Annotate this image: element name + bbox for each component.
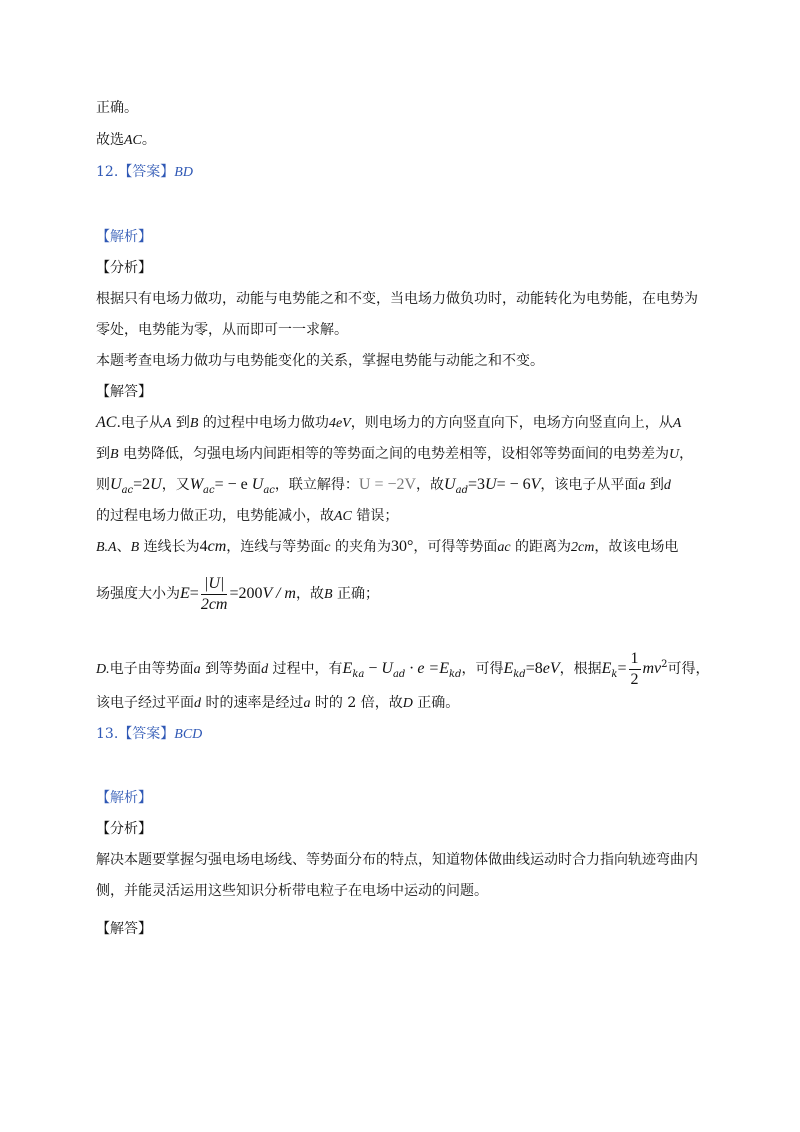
section-label: 【分析】 bbox=[96, 821, 152, 837]
analysis-label: 【解析】 bbox=[96, 790, 152, 806]
text-line: B.A、B 连线长为4cm，连线与等势面c 的夹角为30°，可得等势面ac 的距离为2cm，故该电场电 bbox=[96, 538, 679, 555]
analysis-label: 【解析】 bbox=[96, 229, 152, 245]
section-label: 【解答】 bbox=[96, 921, 152, 937]
fraction: $\frac{1}{2}$ bbox=[630, 649, 639, 688]
text-line: 的过程电场力做正功，电势能减小，故AC 错误； bbox=[96, 508, 399, 524]
text-line: 根据只有电场力做功，动能与电势能之和不变，当电场力做负功时，动能转化为电势能，在电势为 bbox=[96, 291, 698, 307]
formula-line: D.电子由等势面a 到等势面d 过程中，有$E_{ka} - U_{ad} \cdot e =E_{kd}$，可得$E_{kd}=8eV$，根据$E_k=$ $\frac{1}{2}$ $mv^2$可得， bbox=[96, 649, 710, 688]
text-line: 则$U_{ac}=2U$，又$W_{ac}= - e$ $U_{ac}$，联立解得：U = −2V，故$U_{ad}=3U= - 6V$，该电子从平面a 到d bbox=[96, 476, 671, 496]
text-line: 本题考查电场力做功与电势能变化的关系，掌握电势能与动能之和不变。 bbox=[96, 353, 544, 369]
text-line: 正确。 bbox=[96, 100, 138, 116]
formula-line: 场强度大小为E= $\frac{|U|}{2cm}$ =200V / m，故B 正确； bbox=[96, 574, 379, 613]
text-line: 到B 电势降低，匀强电场内间距相等的等势面之间的电势差相等，设相邻等势面间的电势差为U， bbox=[96, 446, 694, 462]
text-line: 该电子经过平面d 时的速率是经过a 时的 2 倍，故D 正确。 bbox=[96, 695, 460, 711]
text-line: 故选AC。 bbox=[96, 132, 156, 148]
text-line: 侧，并能灵活运用这些知识分析带电粒子在电场中运动的问题。 bbox=[96, 883, 488, 899]
section-label: 【分析】 bbox=[96, 260, 152, 276]
text-line: AC.电子从A 到B 的过程中电场力做功4eV，则电场力的方向竖直向下，电场方向竖直向上，从A bbox=[96, 414, 682, 431]
section-label: 【解答】 bbox=[96, 384, 152, 400]
q13-answer-heading: 13.【答案】BCD bbox=[96, 726, 203, 742]
text-line: 解决本题要掌握匀强电场电场线、等势面分布的特点，知道物体做曲线运动时合力指向轨迹弯曲内 bbox=[96, 852, 698, 868]
text-line: 零处，电势能为零，从而即可一一求解。 bbox=[96, 322, 348, 338]
fraction: $\frac{|U|}{2cm}$ bbox=[200, 574, 228, 613]
q12-answer-heading: 12.【答案】BD bbox=[96, 164, 193, 180]
